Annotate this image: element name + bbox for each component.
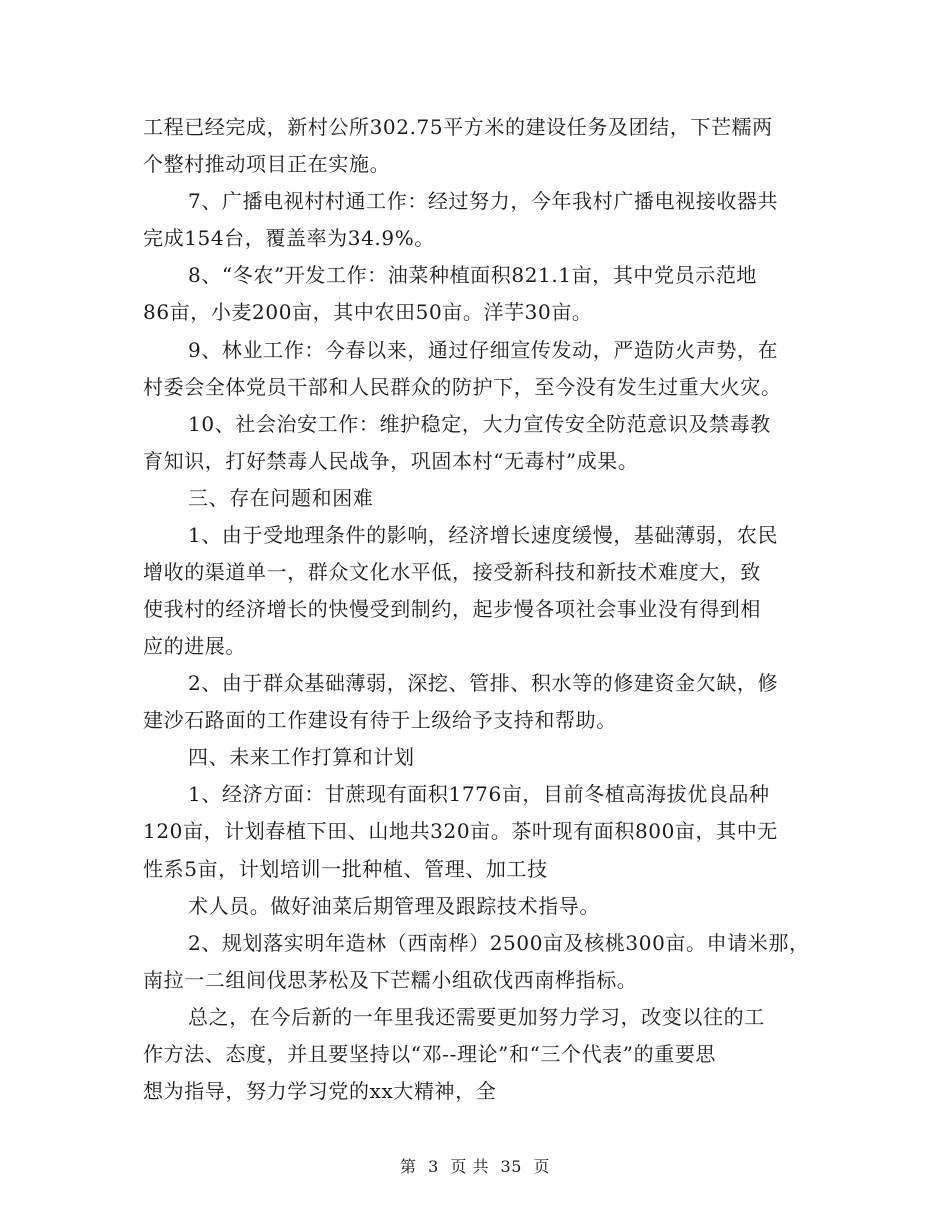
text-line: 术人员。做好油菜后期管理及跟踪技术指导。 <box>188 894 600 918</box>
text-line: 总之，在今后新的一年里我还需要更加努力学习，改变以往的工 <box>188 1005 765 1029</box>
text-line: 性系5亩，计划培训一批种植、管理、加工技 <box>143 857 548 881</box>
text-line: 2、由于群众基础薄弱，深挖、管排、积水等的修建资金欠缺，修 <box>188 671 779 695</box>
total-page-count: 35 <box>500 1157 522 1176</box>
text-line: 2、规划落实明年造林（西南桦）2500亩及核桃300亩。申请米那， <box>188 931 810 955</box>
text-line: 使我村的经济增长的快慢受到制约，起步慢各项社会事业没有得到相 <box>143 597 761 621</box>
text-line: 7、广播电视村村通工作：经过努力，今年我村广播电视接收器共 <box>188 189 779 213</box>
section-heading: 三、存在问题和困难 <box>188 486 374 510</box>
text-line: 86亩，小麦200亩，其中农田50亩。洋芋30亩。 <box>143 300 593 324</box>
footer-prefix: 第 <box>399 1157 417 1176</box>
text-line: 10、社会治安工作：维护稳定，大力宣传安全防范意识及禁毒教 <box>188 412 771 436</box>
text-line: 完成154台，覆盖率为34.9%。 <box>143 226 435 250</box>
section-heading: 四、未来工作打算和计划 <box>188 745 415 769</box>
text-line: 8、“冬农”开发工作：油菜种植面积821.1亩，其中党员示范地 <box>188 263 758 287</box>
current-page-number: 3 <box>428 1157 439 1176</box>
text-line: 1、经济方面：甘蔗现有面积1776亩，目前冬植高海拔优良品种 <box>188 782 770 806</box>
text-line: 南拉一二组间伐思茅松及下芒糯小组砍伐西南桦指标。 <box>143 968 638 992</box>
text-line: 作方法、态度，并且要坚持以“邓--理论”和“三个代表”的重要思 <box>143 1042 717 1066</box>
text-line: 1、由于受地理条件的影响，经济增长速度缓慢，基础薄弱，农民 <box>188 523 779 547</box>
footer-middle: 页 共 <box>450 1157 489 1176</box>
text-line: 个整村推动项目正在实施。 <box>143 152 391 176</box>
text-line: 增收的渠道单一，群众文化水平低，接受新科技和新技术难度大，致 <box>143 560 761 584</box>
text-line: 育知识，打好禁毒人民战争，巩固本村“无毒村”成果。 <box>143 449 639 473</box>
text-line: 建沙石路面的工作建设有待于上级给予支持和帮助。 <box>143 708 617 732</box>
text-line: 9、林业工作：今春以来，通过仔细宣传发动，严造防火声势，在 <box>188 338 779 362</box>
text-line: 工程已经完成，新村公所302.75平方米的建设任务及团结，下芒糯两 <box>143 115 773 139</box>
text-line: 想为指导，努力学习党的xx大精神，全 <box>143 1079 497 1103</box>
text-line: 120亩，计划春植下田、山地共320亩。茶叶现有面积800亩，其中无 <box>143 819 778 843</box>
page-footer <box>0 1154 950 1177</box>
text-line: 应的进展。 <box>143 634 246 658</box>
footer-suffix: 页 <box>533 1157 551 1176</box>
text-line: 村委会全体党员干部和人民群众的防护下，至今没有发生过重大火灾。 <box>143 375 782 399</box>
